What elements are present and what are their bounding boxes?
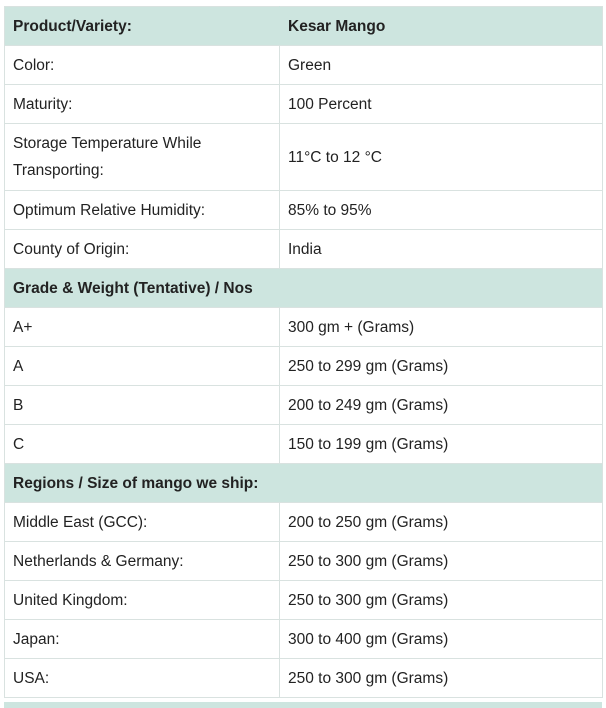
grade-value: 250 to 299 gm (Grams) [280,347,603,386]
grade-value: 150 to 199 gm (Grams) [280,425,603,464]
mango-spec-table [4,6,603,698]
maturity-row [5,85,603,124]
region-row [5,503,603,542]
mango-spec-table-container [4,6,602,698]
product-variety-value: Kesar Mango [280,7,603,46]
grade-label: A+ [5,308,280,347]
region-value: 250 to 300 gm (Grams) [280,581,603,620]
next-section-header-edge [4,702,602,708]
region-row [5,620,603,659]
detail-value: India [280,230,603,269]
detail-label: County of Origin: [5,230,280,269]
detail-value: 11°C to 12 °C [280,124,603,191]
grade-row [5,308,603,347]
product-variety-label: Product/Variety: [5,7,280,46]
humidity-row [5,191,603,230]
grade-section-header [5,269,603,308]
grade-row [5,347,603,386]
section-title-spacer [280,464,603,503]
detail-label: Optimum Relative Humidity: [5,191,280,230]
section-title: Grade & Weight (Tentative) / Nos [5,269,280,308]
origin-row [5,230,603,269]
region-row [5,542,603,581]
region-label: United Kingdom: [5,581,280,620]
region-value: 200 to 250 gm (Grams) [280,503,603,542]
color-row [5,46,603,85]
section-title-spacer [280,269,603,308]
region-label: Netherlands & Germany: [5,542,280,581]
section-title: Regions / Size of mango we ship: [5,464,280,503]
detail-label: Color: [5,46,280,85]
region-label: Middle East (GCC): [5,503,280,542]
regions-section-header [5,464,603,503]
product-variety-row [5,7,603,46]
grade-row [5,425,603,464]
grade-value: 300 gm + (Grams) [280,308,603,347]
region-value: 250 to 300 gm (Grams) [280,659,603,698]
grade-value: 200 to 249 gm (Grams) [280,386,603,425]
grade-label: B [5,386,280,425]
detail-label: Storage Temperature While Transporting: [5,124,280,191]
detail-value: 100 Percent [280,85,603,124]
grade-label: A [5,347,280,386]
region-row [5,581,603,620]
region-label: USA: [5,659,280,698]
grade-row [5,386,603,425]
storage-temperature-row [5,124,603,191]
region-value: 300 to 400 gm (Grams) [280,620,603,659]
region-value: 250 to 300 gm (Grams) [280,542,603,581]
region-row [5,659,603,698]
detail-label: Maturity: [5,85,280,124]
grade-label: C [5,425,280,464]
detail-value: 85% to 95% [280,191,603,230]
region-label: Japan: [5,620,280,659]
detail-value: Green [280,46,603,85]
